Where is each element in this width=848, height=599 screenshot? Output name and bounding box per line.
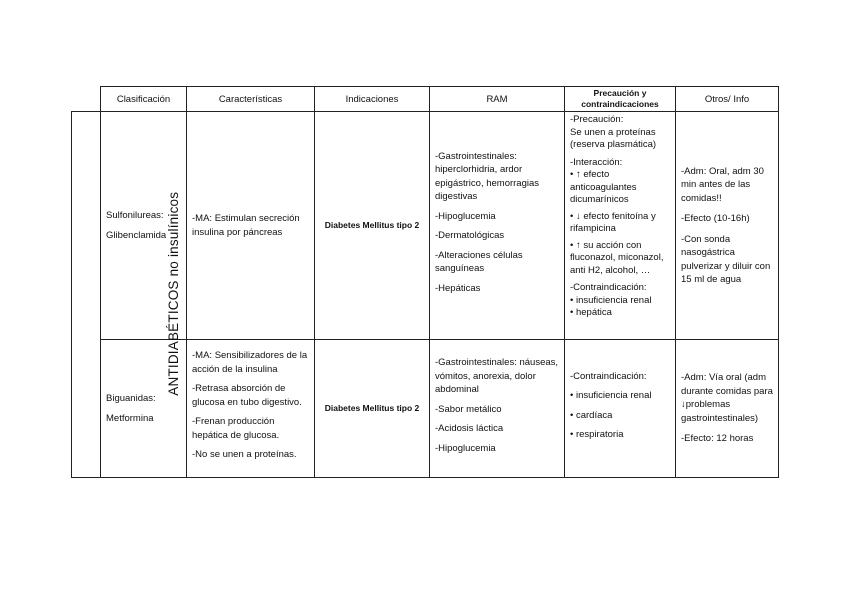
cell-otros [676, 340, 779, 478]
block-title: -Interacción: [570, 156, 623, 168]
cell-precaucion [565, 112, 676, 340]
list-item: -Retrasa absorción de glucosa en tubo digestivo. [192, 383, 302, 408]
list-item: Se unen a proteínas (reserva plasmática) [570, 126, 657, 150]
list-item: -Adm: Vía oral (adm durante comidas para ↓problemas gastrointestinales) [681, 372, 773, 424]
drug-class: Biguanidas: [106, 392, 156, 404]
list-item: • cardíaca [570, 409, 613, 421]
precaution-block [570, 114, 670, 152]
contraindication-block [570, 282, 670, 320]
cell-ram [430, 112, 565, 340]
drug-table [71, 86, 779, 478]
list-item: -Frenan producción hepática de glucosa. [192, 416, 280, 441]
header-precaucion: Precaución y contraindicaciones [565, 87, 676, 112]
block-title: -Contraindicación: [570, 370, 647, 382]
list-item: -Con sonda nasogástrica pulverizar y diluir con 15 ml de agua [681, 233, 771, 285]
list-item: -Dermatológicas [435, 230, 505, 242]
cell-otros [676, 112, 779, 340]
list-item: -Sabor metálico [435, 403, 502, 415]
list-item: • hepática [570, 307, 612, 318]
corner-cell [72, 87, 101, 112]
list-item: -Hipoglucemia [435, 442, 496, 454]
list-item: • ↓ efecto fenitoína y rifampicina [570, 210, 656, 234]
block-title: -Precaución: [570, 114, 624, 125]
list-item: • respiratoria [570, 429, 624, 440]
cell-caracteristicas [187, 112, 315, 340]
list-item: • insuficiencia renal [570, 294, 652, 306]
list-item: -Adm: Oral, adm 30 min antes de las comidas!! [681, 165, 764, 204]
list-item: -Efecto (10-16h) [681, 213, 750, 224]
list-item: -MA: Sensibilizadores de la acción de la insulina [192, 350, 308, 375]
header-caracteristicas: Características [187, 87, 315, 112]
list-item: -Efecto: 12 horas [681, 433, 754, 445]
drug-name: Metformina [106, 413, 154, 424]
drug-name: Glibenclamida [106, 230, 167, 241]
cell-indicaciones: Diabetes Mellitus tipo 2 [315, 112, 430, 340]
list-item: -Alteraciones células sanguíneas [435, 249, 523, 275]
interaction-block [570, 157, 670, 278]
header-clasificacion: Clasificación [101, 87, 187, 112]
list-item: • ↑ efecto anticoagulantes dicumarínicos [570, 169, 637, 205]
list-item: -Acidosis láctica [435, 423, 504, 434]
table-row [72, 112, 779, 340]
header-row [72, 87, 779, 112]
block-title: -Contraindicación: [570, 282, 647, 293]
header-otros: Otros/ Info [676, 87, 779, 112]
drug-class: Sulfonilureas: [106, 209, 164, 221]
list-item: • ↑ su acción con fluconazol, miconazol, anti H2, alcohol, … [570, 239, 664, 276]
side-label: ANTIDIABÉTICOS no insulínicos [166, 191, 182, 396]
list-item: -Hipoglucemia [435, 210, 496, 222]
list-item: -MA: Estimulan secreción insulina por páncreas [192, 213, 300, 238]
header-indicaciones: Indicaciones [315, 87, 430, 112]
list-item: -Gastrointestinales: náuseas, vómitos, anorexia, dolor abdominal [435, 357, 559, 395]
list-item: -Hepáticas [435, 282, 481, 294]
cell-indicaciones: Diabetes Mellitus tipo 2 [315, 340, 430, 478]
cell-precaucion [565, 340, 676, 478]
cell-ram [430, 340, 565, 478]
list-item: -No se unen a proteínas. [192, 449, 297, 461]
list-item: -Gastrointestinales: hiperclorhidria, ardor epigástrico, hemorragias digestivas [435, 150, 540, 203]
header-ram: RAM [430, 87, 565, 112]
cell-caracteristicas [187, 340, 315, 478]
list-item: • insuficiencia renal [570, 390, 652, 401]
